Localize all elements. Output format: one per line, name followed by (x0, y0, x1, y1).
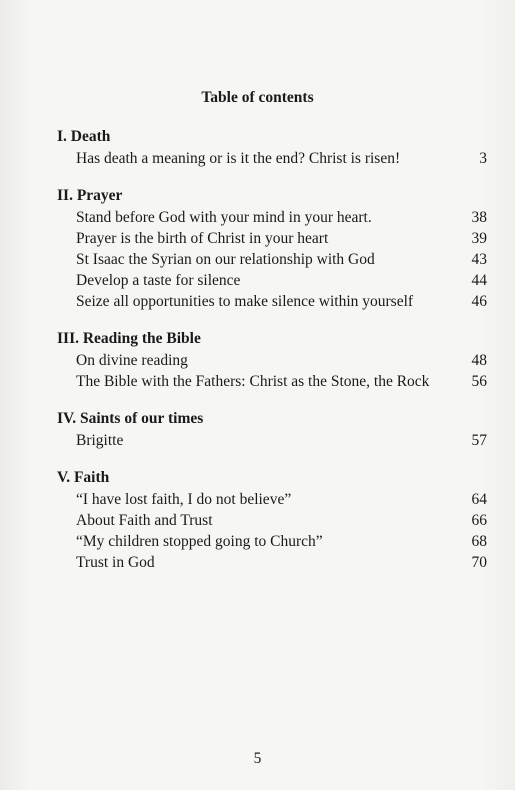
toc-entry (57, 371, 487, 392)
page-title: Table of contents (201, 89, 314, 106)
table-of-contents (57, 126, 487, 589)
entry-page-number: 44 (471, 272, 487, 289)
entry-title: St Isaac the Syrian on our relationship with God (76, 251, 375, 268)
toc-entry (57, 228, 487, 249)
toc-entry (57, 489, 487, 510)
section-title: IV. Saints of our times (57, 410, 204, 427)
entry-page-number: 70 (471, 554, 487, 571)
page-number: 5 (253, 750, 262, 767)
entry-title: “I have lost faith, I do not believe” (76, 491, 292, 508)
toc-entry (57, 291, 487, 312)
section-title: III. Reading the Bible (57, 330, 201, 347)
toc-entry (57, 430, 487, 451)
entry-page-number: 3 (479, 150, 487, 167)
toc-entry (57, 552, 487, 573)
entry-title: Seize all opportunities to make silence within yourself (76, 293, 414, 310)
entry-page-number: 66 (471, 512, 487, 529)
entry-page-number: 48 (471, 352, 487, 369)
entry-title: On divine reading (76, 352, 188, 369)
entry-page-number: 64 (471, 491, 487, 508)
entry-title: The Bible with the Fathers: Christ as the Stone, the Rock (76, 373, 430, 390)
entry-title: Stand before God with your mind in your heart. (76, 209, 372, 226)
toc-entry (57, 207, 487, 228)
toc-entry (57, 249, 487, 270)
entry-page-number: 68 (471, 533, 487, 550)
section-title: I. Death (57, 128, 111, 145)
entry-title: Brigitte (76, 432, 124, 449)
entry-page-number: 39 (471, 230, 487, 247)
section-title: II. Prayer (57, 187, 123, 204)
toc-section-saints-of-our-times (57, 408, 487, 451)
toc-entry (57, 148, 487, 169)
toc-entry (57, 531, 487, 552)
entry-title: “My children stopped going to Church” (76, 533, 323, 550)
entry-title: Develop a taste for silence (76, 272, 241, 289)
toc-entry (57, 350, 487, 371)
entry-title: Prayer is the birth of Christ in your heart (76, 230, 329, 247)
toc-section-prayer (57, 185, 487, 312)
entry-page-number: 56 (471, 373, 487, 390)
entry-page-number: 43 (471, 251, 487, 268)
entry-title: About Faith and Trust (76, 512, 213, 529)
entry-title: Has death a meaning or is it the end? Christ is risen! (76, 150, 401, 167)
toc-section-faith (57, 467, 487, 573)
entry-page-number: 46 (471, 293, 487, 310)
section-title: V. Faith (57, 469, 110, 486)
entry-page-number: 57 (471, 432, 487, 449)
entry-page-number: 38 (471, 209, 487, 226)
entry-title: Trust in God (76, 554, 155, 571)
toc-section-reading-the-bible (57, 328, 487, 392)
toc-section-death (57, 126, 487, 169)
toc-entry (57, 510, 487, 531)
toc-entry (57, 270, 487, 291)
